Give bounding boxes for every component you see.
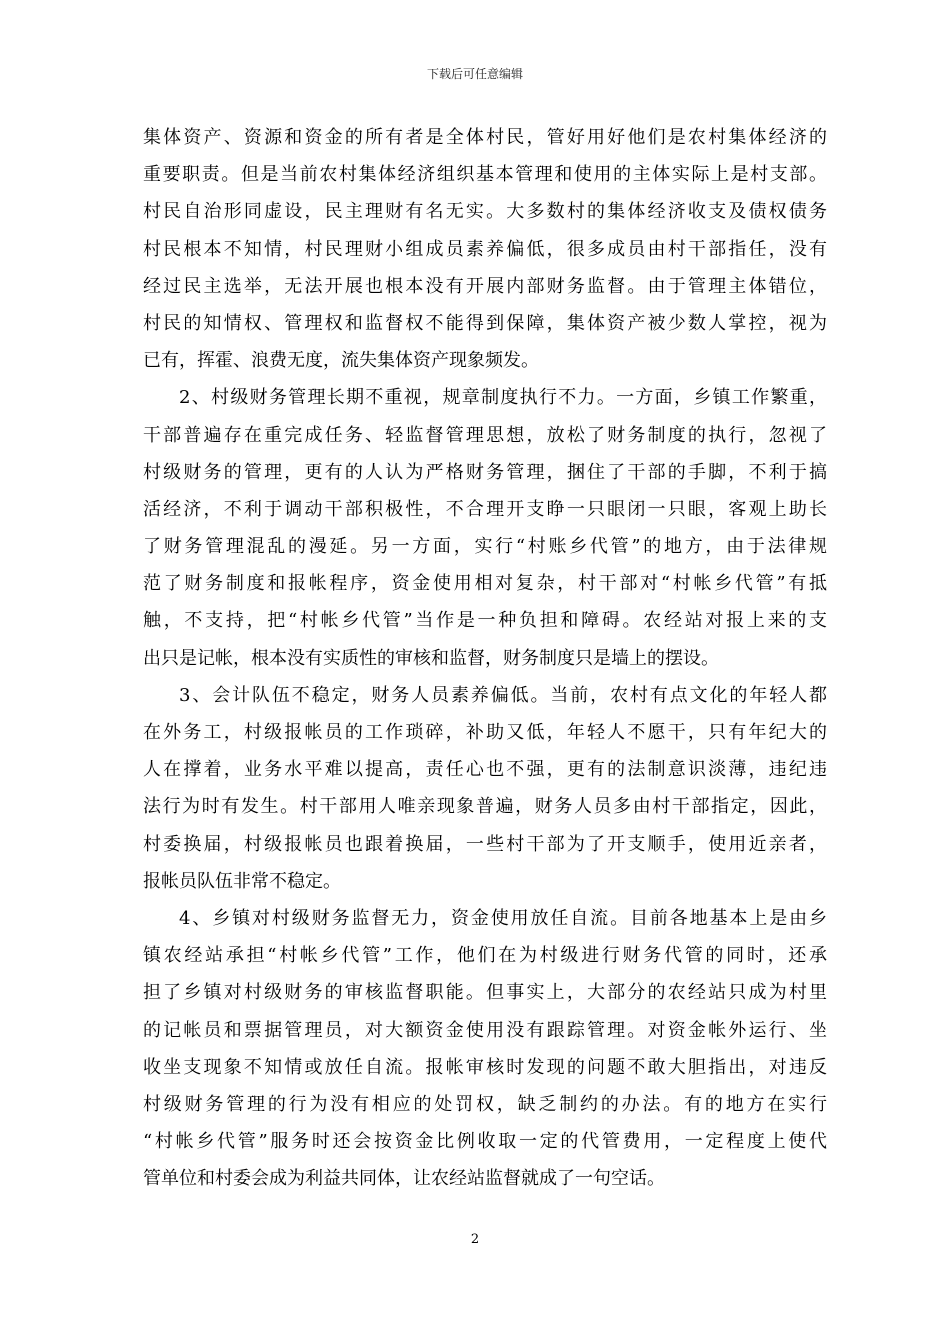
- text-line: 镇农经站承担“村帐乡代管”工作，他们在为村级进行财务代管的同时，还承: [143, 945, 827, 967]
- text-line: 经过民主选举，无法开展也根本没有开展内部财务监督。由于管理主体错位，: [143, 275, 827, 297]
- text-line: 村民自治形同虚设，民主理财有名无实。大多数村的集体经济收支及债权债务: [143, 201, 827, 223]
- text-line: 集体资产、资源和资金的所有者是全体村民，管好用好他们是农村集体经济的: [143, 127, 827, 148]
- text-line: 4、乡镇对村级财务监督无力，资金使用放任自流。目前各地基本上是由乡: [179, 907, 827, 929]
- text-line: 重要职责。但是当前农村集体经济组织基本管理和使用的主体实际上是村支部。: [143, 164, 827, 186]
- text-line: “村帐乡代管”服务时还会按资金比例收取一定的代管费用，一定程度上使代: [143, 1131, 827, 1153]
- text-line: 担了乡镇对村级财务的审核监督职能。但事实上，大部分的农经站只成为村里: [143, 982, 827, 1004]
- text-line: 人在撑着，业务水平难以提高，责任心也不强，更有的法制意识淡薄，违纪违: [143, 759, 827, 781]
- text-line: 2、村级财务管理长期不重视，规章制度执行不力。一方面，乡镇工作繁重，: [179, 387, 827, 409]
- text-line: 出只是记帐，根本没有实质性的审核和监督，财务制度只是墙上的摆设。: [143, 647, 719, 669]
- text-line: 已有，挥霍、浪费无度，流失集体资产现象频发。: [143, 350, 539, 372]
- paragraph: [143, 119, 827, 379]
- paragraph: [143, 677, 827, 900]
- text-line: 村级财务的管理，更有的人认为严格财务管理，捆住了干部的手脚，不利于搞: [143, 461, 827, 483]
- text-line: 活经济，不利于调动干部积极性，不合理开支睁一只眼闭一只眼，客观上助长: [143, 498, 827, 520]
- text-line: 报帐员队伍非常不稳定。: [143, 870, 341, 892]
- page-header: 下载后可任意编辑: [426, 67, 523, 81]
- text-line: 村级财务管理的行为没有相应的处罚权，缺乏制约的办法。有的地方在实行: [143, 1093, 827, 1115]
- text-line: 触，不支持，把“村帐乡代管”当作是一种负担和障碍。农经站对报上来的支: [143, 610, 827, 632]
- page-number: 2: [470, 1232, 480, 1247]
- text-line: 村委换届，村级报帐员也跟着换届，一些村干部为了开支顺手，使用近亲者，: [143, 833, 827, 855]
- text-line: 管单位和村委会成为利益共同体，让农经站监督就成了一句空话。: [143, 1168, 665, 1190]
- text-line: 村民的知情权、管理权和监督权不能得到保障，集体资产被少数人掌控，视为: [143, 312, 827, 334]
- paragraph: [143, 379, 827, 677]
- text-line: 法行为时有发生。村干部用人唯亲现象普遍，财务人员多由村干部指定，因此，: [143, 796, 827, 818]
- text-line: 干部普遍存在重完成任务、轻监督管理思想，放松了财务制度的执行，忽视了: [143, 424, 827, 446]
- document-body: [143, 119, 827, 1197]
- text-line: 3、会计队伍不稳定，财务人员素养偏低。当前，农村有点文化的年轻人都: [179, 684, 827, 706]
- paragraph: [143, 900, 827, 1198]
- text-line: 村民根本不知情，村民理财小组成员素养偏低，很多成员由村干部指任，没有: [143, 238, 827, 260]
- text-line: 范了财务制度和报帐程序，资金使用相对复杂，村干部对“村帐乡代管”有抵: [143, 573, 827, 595]
- text-line: 在外务工，村级报帐员的工作琐碎，补助又低，年轻人不愿干，只有年纪大的: [143, 722, 827, 743]
- text-line: 收坐支现象不知情或放任自流。报帐审核时发现的问题不敢大胆指出，对违反: [143, 1056, 827, 1078]
- text-line: 的记帐员和票据管理员，对大额资金使用没有跟踪管理。对资金帐外运行、坐: [143, 1019, 827, 1041]
- text-line: 了财务管理混乱的漫延。另一方面，实行“村账乡代管”的地方，由于法律规: [143, 536, 827, 558]
